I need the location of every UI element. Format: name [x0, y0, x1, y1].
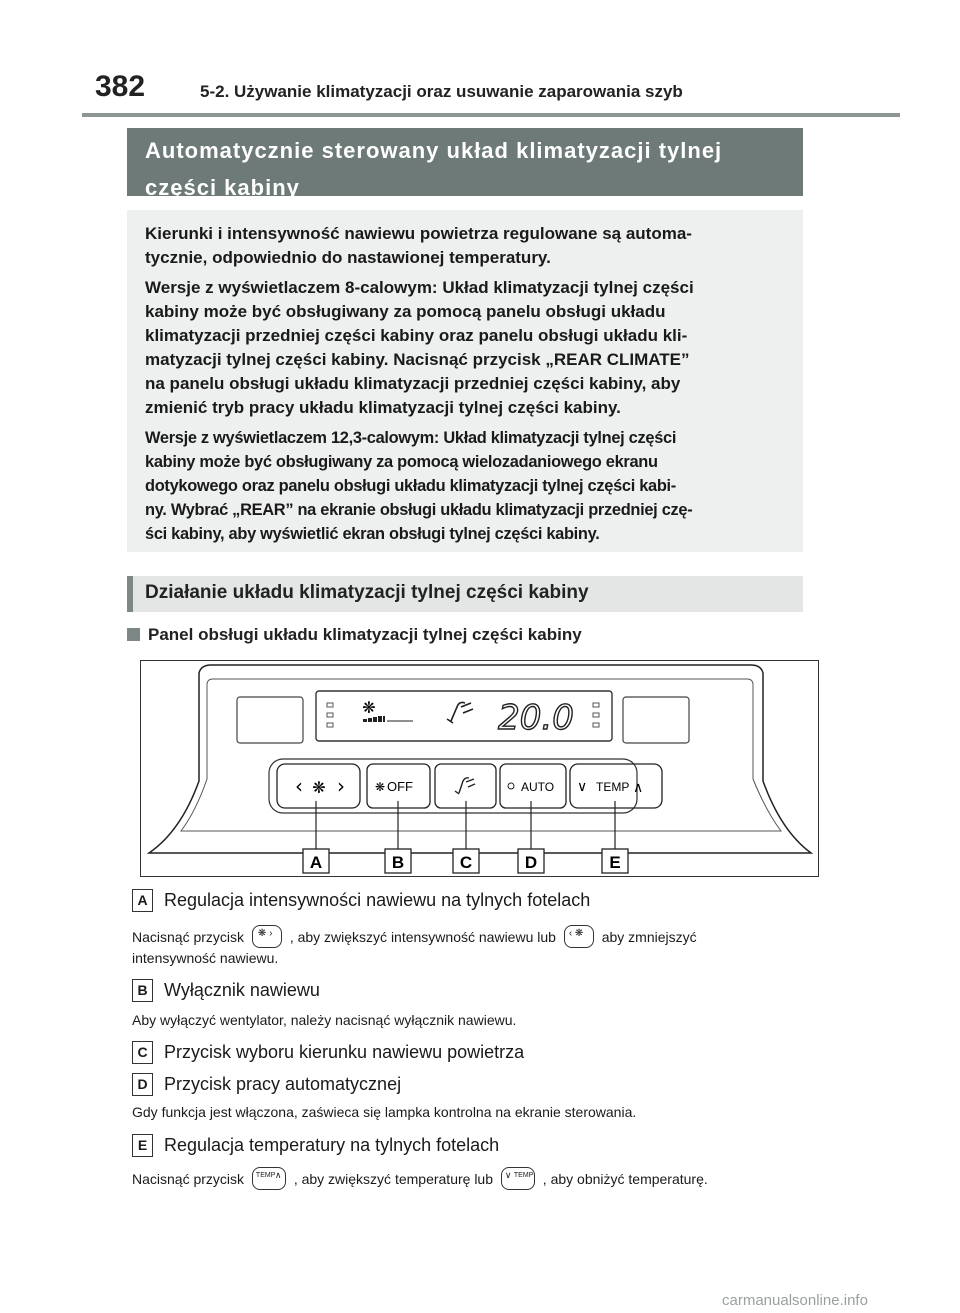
subheading-rear-panel [127, 625, 582, 645]
item-d-title [132, 1073, 401, 1096]
intro-line: kabiny może być obsługiwany za pomocą panelu obsługi układu [145, 302, 666, 321]
item-a-desc-post: aby zmniejszyć [601, 929, 697, 945]
item-e-desc-mid: , aby zwiększyć temperaturę lub [293, 1171, 494, 1187]
intro-line: ny. Wybrać „REAR” na ekranie obsługi układu klimatyzacji przedniej czę- [145, 501, 693, 519]
auto-label: AUTO [521, 780, 555, 794]
section2-title-text: Działanie układu klimatyzacji tylnej części kabiny [145, 582, 589, 603]
fan-off-icon: ❋ [375, 780, 386, 794]
section-title-line1: Automatycznie sterowany układ klimatyzacji tylnej [145, 138, 723, 163]
item-a-desc-pre: Nacisnąć przycisk [132, 929, 245, 945]
temp-up-inline-label: TEMP [255, 1172, 276, 1179]
display-temperature: 20.0 [498, 698, 574, 738]
item-d-title-text: Przycisk pracy automatycznej [164, 1074, 402, 1094]
item-a-title-text: Regulacja intensywności nawiewu na tylnych fotelach [164, 890, 591, 910]
item-e-desc [132, 1167, 708, 1190]
temp-down-inline-icon: ∨ TEMP [501, 1167, 535, 1190]
intro-line: klimatyzacji przedniej części kabiny oraz panelu obsługi układu kli- [145, 326, 688, 345]
intro-line: Wersje z wyświetlaczem 8-calowym: Układ klimatyzacji tylnej części [145, 278, 694, 297]
item-c-title-text: Przycisk wyboru kierunku nawiewu powietrza [164, 1042, 525, 1062]
intro-line: Kierunki i intensywność nawiewu powietrza regulowane są automa- [145, 224, 692, 243]
section-title-auto-rear-ac [127, 128, 803, 200]
item-e-title-text: Regulacja temperatury na tylnych fotelach [164, 1135, 500, 1155]
chevron-down-icon: ∨ [577, 779, 588, 795]
item-b-title [132, 979, 320, 1002]
intro-line: ści kabiny, aby wyświetlić ekran obsługi tylnej części kabiny. [145, 525, 600, 543]
label-d-badge: D [132, 1073, 153, 1096]
item-e-desc-pre: Nacisnąć przycisk [132, 1171, 245, 1187]
fan-icon: ❋ [312, 778, 326, 797]
control-panel-illustration [141, 661, 818, 876]
label-a-badge: A [132, 889, 153, 912]
off-label: OFF [387, 779, 413, 794]
intro-line: dotykowego oraz panelu obsługi układu klimatyzacji tylnej części kabi- [145, 477, 676, 495]
callout-label-c: C [459, 853, 473, 872]
label-c-badge: C [132, 1041, 153, 1064]
fan-up-inline-icon: ❋ › [252, 925, 282, 948]
page-number: 382 [95, 70, 146, 103]
item-e-desc-post: , aby obniżyć temperaturę. [542, 1171, 708, 1187]
item-b-title-text: Wyłącznik nawiewu [164, 980, 320, 1000]
intro-line: tycznie, odpowiednio do nastawionej temperatury. [145, 248, 551, 267]
subheading-text: Panel obsługi układu klimatyzacji tylnej części kabiny [148, 625, 582, 644]
fan-down-inline-icon: ‹ ❋ [564, 925, 594, 948]
item-a-desc-mid: , aby zwiększyć intensywność nawiewu lub [289, 929, 556, 945]
chevron-up-icon: ∧ [633, 780, 644, 796]
item-a-title [132, 889, 590, 912]
item-a-desc-line2: intensywność nawiewu. [132, 950, 279, 966]
chapter-title: 5-2. Używanie klimatyzacji oraz usuwanie zaparowania szyb [200, 82, 683, 101]
item-a-desc [132, 925, 697, 948]
intro-line: kabiny może być obsługiwany za pomocą wielozadaniowego ekranu [145, 453, 658, 471]
callout-label-d: D [524, 853, 538, 872]
callout-label-b: B [391, 853, 405, 872]
item-e-title [132, 1134, 499, 1157]
section-title-rear-ac-operation [127, 576, 803, 612]
callout-label-a: A [309, 853, 323, 872]
label-e-badge: E [132, 1134, 153, 1157]
callout-e [602, 849, 628, 873]
temp-up-inline-icon: TEMP ∧ [252, 1167, 286, 1190]
item-c-title [132, 1041, 524, 1064]
item-d-desc: Gdy funkcja jest włączona, zaświeca się lampka kontrolna na ekranie sterowania. [132, 1104, 637, 1120]
intro-box [127, 210, 803, 552]
callout-b [385, 849, 411, 873]
callout-c [453, 849, 479, 873]
item-b-desc: Aby wyłączyć wentylator, należy nacisnąć wyłącznik nawiewu. [132, 1012, 517, 1028]
site-watermark: carmanualsonline.info [722, 1292, 868, 1309]
label-b-badge: B [132, 979, 153, 1002]
intro-line: matyzacji tylnej części kabiny. Nacisnąć przycisk „REAR CLIMATE” [145, 350, 690, 369]
intro-line: Wersje z wyświetlaczem 12,3-calowym: Układ klimatyzacji tylnej części [145, 429, 677, 447]
callout-label-e: E [609, 853, 621, 872]
temp-down-inline-label: TEMP [513, 1172, 534, 1179]
intro-line: zmienić tryb pracy układu klimatyzacji tylnej części kabiny. [145, 398, 621, 417]
square-bullet-icon [127, 628, 140, 641]
header-divider [82, 113, 900, 117]
callout-a [303, 849, 329, 873]
intro-line: na panelu obsługi układu klimatyzacji przedniej części kabiny, aby [145, 374, 681, 393]
display-fan-icon: ❋ [362, 698, 376, 717]
rear-control-panel-diagram [140, 660, 819, 877]
callout-d [518, 849, 544, 873]
section-title-line2: części kabiny [145, 175, 300, 200]
temp-label: TEMP [596, 780, 630, 794]
chevron-right-icon: › [337, 774, 345, 798]
chevron-left-icon: ‹ [295, 774, 303, 798]
